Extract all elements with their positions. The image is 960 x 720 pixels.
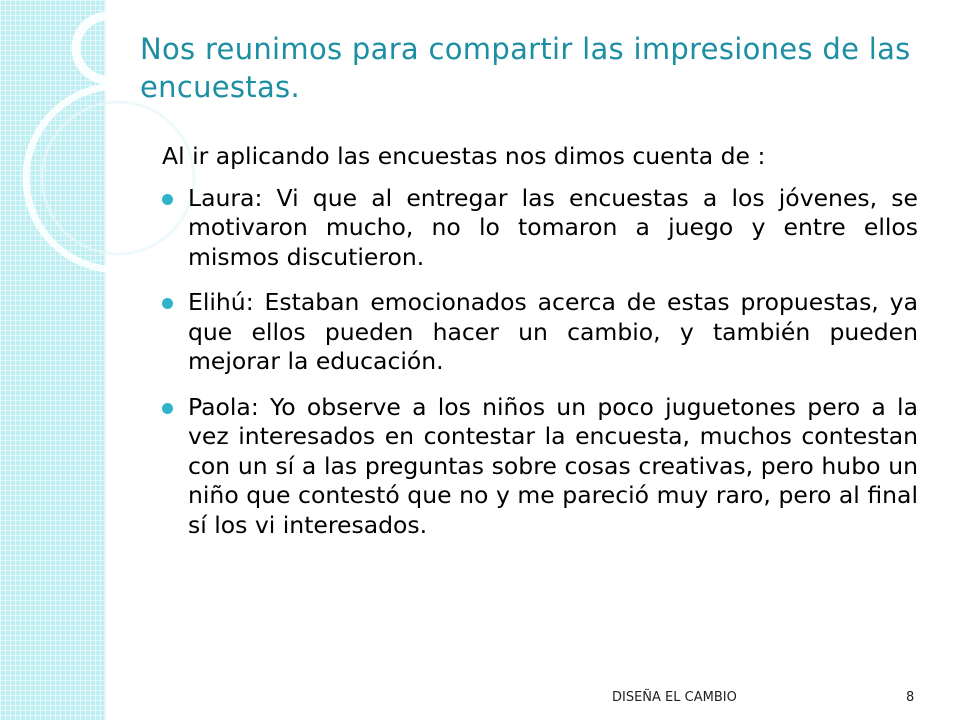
bullet-list [162,184,918,541]
bullet-icon [162,403,173,414]
slide-title: Nos reunimos para compartir las impresiones de las encuestas. [140,32,911,104]
bullet-icon [162,298,173,309]
bullet-item-paola [162,393,918,541]
bullet-icon [162,194,173,205]
bullet-text: Elihú: Estaban emocionados acerca de estas propuestas, ya que ellos pueden hacer un cambio, y también pueden mejorar la educación. [188,288,918,375]
slide-content [162,142,918,556]
sidebar-decoration [0,0,106,720]
bullet-text: Paola: Yo observe a los niños un poco juguetones pero a la vez interesados en contestar la encuesta, muchos contestan con un sí a las preguntas sobre cosas creativas, pero hubo un niño que contestó que no y me pareció muy raro, pero al final sí los vi interesados. [188,392,918,539]
bullet-item-laura [162,184,918,273]
intro-text: Al ir aplicando las encuestas nos dimos cuenta de : [162,142,766,170]
bullet-item-elihu [162,288,918,377]
footer-label: DISEÑA EL CAMBIO [612,690,737,705]
page-number: 8 [906,690,915,705]
bullet-text: Laura: Vi que al entregar las encuestas a los jóvenes, se motivaron mucho, no lo tomaron a juego y entre ellos mismos discutieron. [188,183,918,271]
